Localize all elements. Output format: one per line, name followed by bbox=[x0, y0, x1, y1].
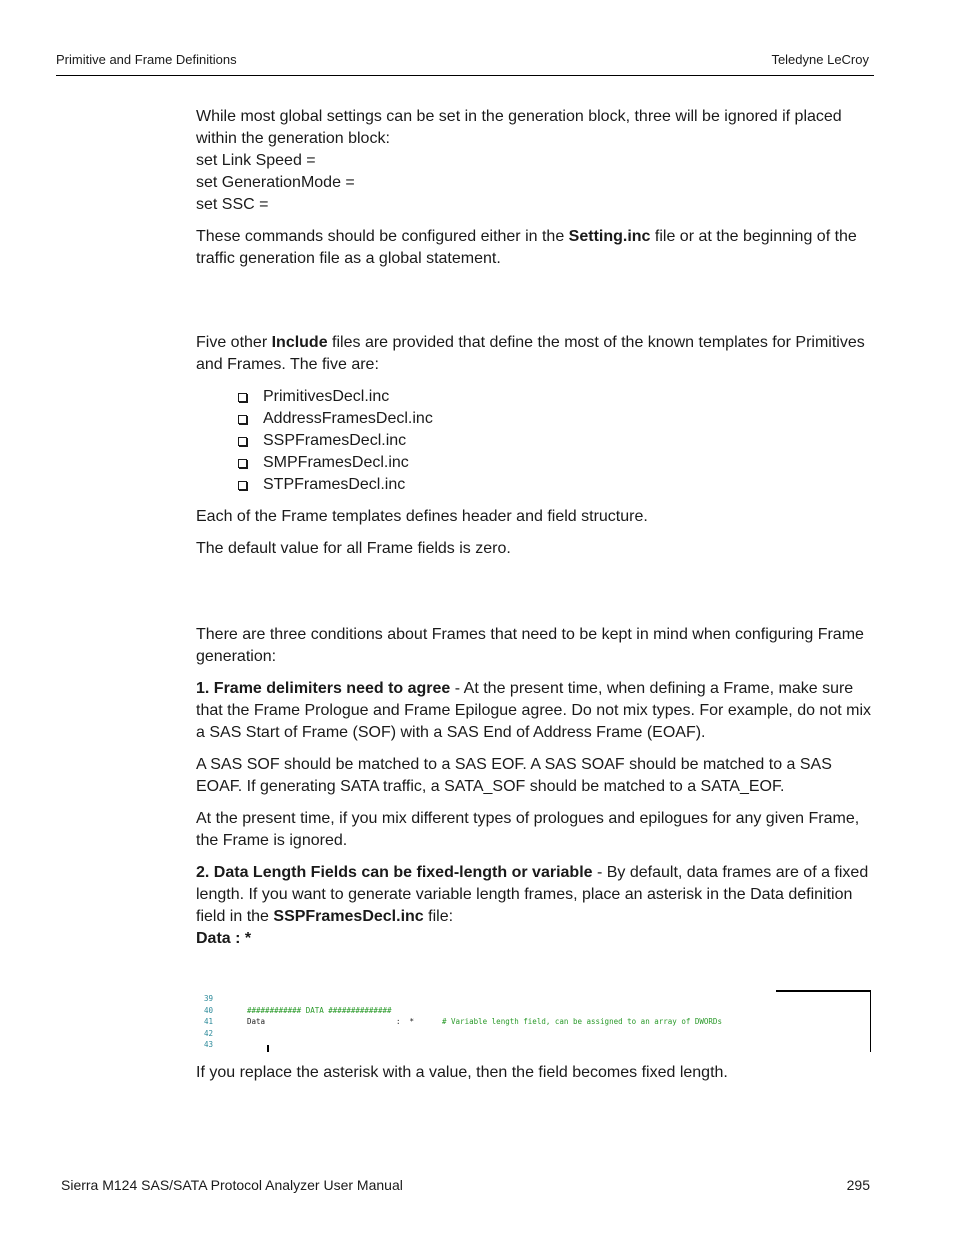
settings-intro: While most global settings can be set in the generation block, three will be ignored if placed within the generation block: bbox=[196, 108, 842, 147]
condition-2-title: 2. Data Length Fields can be fixed-length or variable bbox=[196, 864, 593, 881]
header-section-title: Primitive and Frame Definitions bbox=[56, 52, 237, 67]
checkbox-bullet-icon bbox=[238, 393, 247, 402]
line-number: 41 bbox=[204, 1017, 214, 1026]
line-number: 40 bbox=[204, 1005, 214, 1015]
checkbox-bullet-icon bbox=[238, 415, 247, 424]
condition-2-paragraph bbox=[196, 862, 876, 950]
checkbox-bullet-icon bbox=[238, 437, 247, 446]
conditions-intro-paragraph: There are three conditions about Frames that need to be kept in mind when configuring Frame generation: bbox=[196, 626, 864, 665]
data-field-value: : * bbox=[396, 1017, 415, 1026]
setting-line-generation-mode: set GenerationMode = bbox=[196, 174, 355, 191]
fixed-length-paragraph: If you replace the asterisk with a value, then the field becomes fixed length. bbox=[196, 1064, 728, 1081]
code-screenshot bbox=[196, 990, 872, 1054]
footer-manual-title: Sierra M124 SAS/SATA Protocol Analyzer User Manual bbox=[61, 1177, 403, 1193]
file-name: PrimitivesDecl.inc bbox=[263, 388, 390, 405]
code-line bbox=[204, 1028, 772, 1040]
list-item bbox=[238, 408, 876, 430]
commands-paragraph bbox=[196, 226, 876, 270]
setting-line-link-speed: set Link Speed = bbox=[196, 152, 316, 169]
data-asterisk-code: Data : * bbox=[196, 930, 252, 947]
header-company: Teledyne LeCroy bbox=[771, 52, 869, 67]
commands-text-post: file or at the beginning of the traffic generation file as a global statement. bbox=[196, 228, 857, 267]
file-name: SMPFramesDecl.inc bbox=[263, 454, 409, 471]
variable-length-comment: # Variable length field, can be assigned to an array of DWORDs bbox=[442, 1017, 722, 1026]
default-value-paragraph: The default value for all Frame fields is zero. bbox=[196, 540, 511, 557]
condition-1-paragraph bbox=[196, 678, 876, 744]
mixed-types-paragraph: At the present time, if you mix different types of prologues and epilogues for any given Frame, the Frame is ignored. bbox=[196, 810, 860, 849]
page-number: 295 bbox=[846, 1177, 870, 1193]
include-text-pre: Five other bbox=[196, 334, 272, 351]
settings-paragraph bbox=[196, 106, 876, 216]
setting-inc-filename: Setting.inc bbox=[568, 228, 651, 245]
list-item bbox=[238, 430, 876, 452]
line-number: 43 bbox=[204, 1040, 214, 1049]
file-name: AddressFramesDecl.inc bbox=[263, 410, 433, 427]
include-file-list bbox=[196, 386, 876, 496]
list-item bbox=[238, 386, 876, 408]
text-cursor bbox=[267, 1045, 269, 1052]
sspframesdecl-filename: SSPFramesDecl.inc bbox=[273, 908, 424, 925]
setting-line-ssc: set SSC = bbox=[196, 196, 269, 213]
condition-2-text-2: file: bbox=[423, 908, 454, 925]
include-text-post: files are provided that define the most of the known templates for Primitives and Frames. The five are: bbox=[196, 334, 865, 373]
list-item bbox=[238, 452, 876, 474]
condition-1-text: - At the present time, when defining a Frame, make sure that the Frame Prologue and Frame Epilogue agree. Do not mix types. For example, do not mix a SAS Start of Frame (SOF) with a SAS End of Address Frame (EOAF). bbox=[196, 680, 871, 741]
file-name: SSPFramesDecl.inc bbox=[263, 432, 407, 449]
data-field-name: Data bbox=[247, 1017, 266, 1026]
templates-paragraph: Each of the Frame templates defines header and field structure. bbox=[196, 508, 648, 525]
line-number: 39 bbox=[204, 994, 214, 1003]
page-body bbox=[196, 106, 876, 1094]
condition-1-title: 1. Frame delimiters need to agree bbox=[196, 680, 451, 697]
file-name: STPFramesDecl.inc bbox=[263, 476, 406, 493]
sof-eof-paragraph: A SAS SOF should be matched to a SAS EOF. A SAS SOAF should be matched to a SAS EOAF. If generating SATA traffic, a SATA_SOF should be matched to a SATA_EOF. bbox=[196, 756, 832, 795]
include-keyword: Include bbox=[271, 334, 328, 351]
condition-2-text-1: - By default, data frames are of a fixed length. If you want to generate variable length frames, place an asterisk in the Data definition field in the bbox=[196, 864, 869, 925]
screenshot-frame-border bbox=[776, 990, 871, 1052]
list-item bbox=[238, 474, 876, 496]
code-line bbox=[204, 1016, 772, 1028]
code-editor-lines bbox=[204, 993, 772, 1051]
code-line bbox=[204, 993, 772, 1005]
code-line bbox=[204, 1039, 772, 1051]
header-rule bbox=[56, 75, 874, 76]
data-section-comment: ############ DATA ############## bbox=[247, 1005, 392, 1015]
checkbox-bullet-icon bbox=[238, 459, 247, 468]
code-line bbox=[204, 1005, 772, 1017]
checkbox-bullet-icon bbox=[238, 481, 247, 490]
include-paragraph bbox=[196, 332, 876, 376]
line-number: 42 bbox=[204, 1028, 214, 1038]
commands-text-pre: These commands should be configured either in the bbox=[196, 228, 569, 245]
